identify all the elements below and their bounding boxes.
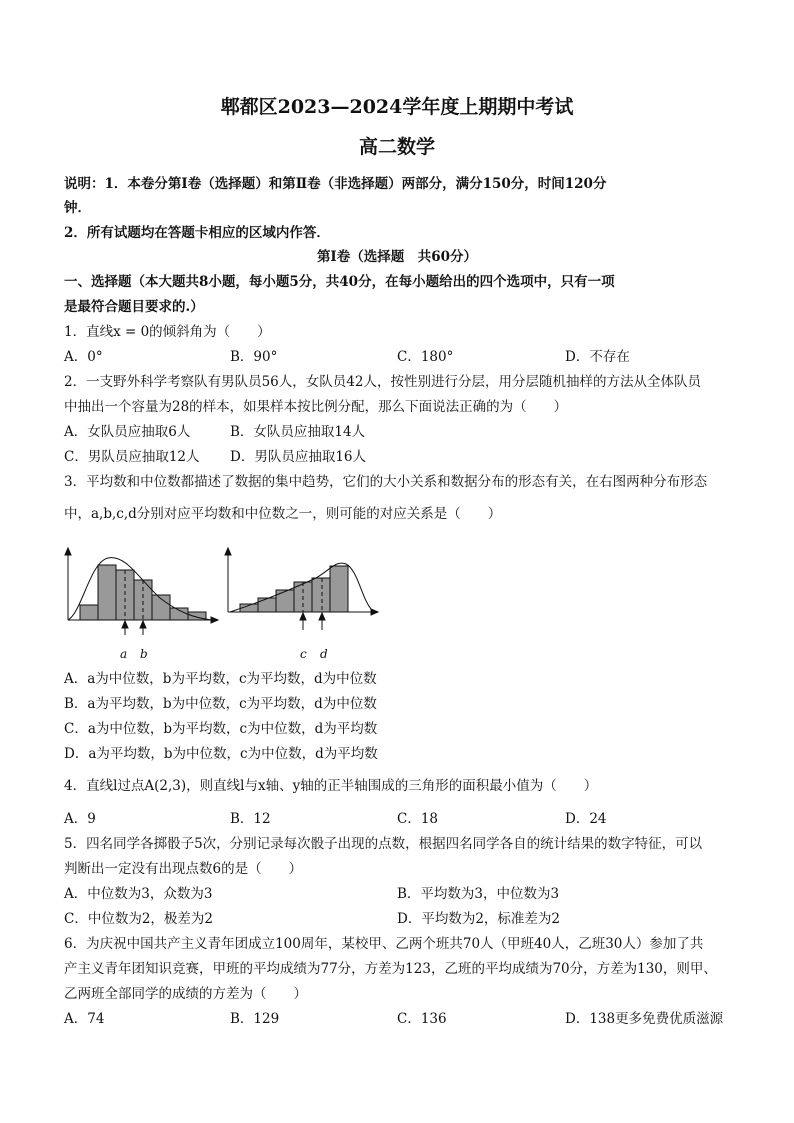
- q3-option-b: B．a为平均数，b为中位数，c为平均数，d为中位数: [64, 696, 377, 712]
- q4-option-c: C．18: [397, 811, 439, 827]
- q5-stem-2: 判断出一定没有出现点数6的是（ ）: [64, 861, 303, 877]
- q1-option-d: D．不存在: [565, 349, 630, 365]
- q1-option-b: B．90°: [230, 349, 278, 365]
- q5-stem-1: 5．四名同学各掷骰子5次，分别记录每次骰子出现的点数，根据四名同学各自的统计结果的数字特征，可以: [64, 836, 703, 852]
- q2-stem-2: 中抽出一个容量为28的样本，如果样本按比例分配，那么下面说法正确的为（ ）: [64, 399, 568, 415]
- label-b: b: [140, 647, 148, 661]
- note-line-2: 2．所有试题均在答题卡相应的区域内作答．: [64, 225, 330, 241]
- exam-title: 郫都区2023—2024学年度上期期中考试: [220, 96, 574, 118]
- label-a: a: [120, 647, 128, 661]
- part1-heading: 第Ⅰ卷（选择题 共60分）: [316, 249, 478, 265]
- q3-option-c: C．a为中位数，b为平均数，c为中位数，d为平均数: [64, 721, 378, 737]
- q5-option-a: A．中位数为3，众数为3: [64, 886, 213, 902]
- q6-stem-1: 6．为庆祝中国共产主义青年团成立100周年，某校甲、乙两个班共70人（甲班40人，乙班30人）参加了共: [64, 936, 704, 952]
- q5-option-c: C．中位数为2，极差为2: [64, 911, 214, 927]
- q4-option-d: D．24: [565, 811, 607, 827]
- q1-option-c: C．180°: [397, 349, 454, 365]
- left-histogram: [65, 548, 218, 635]
- section-intro-2: 是最符合题目要求的.）: [64, 299, 204, 315]
- q5-option-d: D．平均数为2，标准差为2: [397, 911, 561, 927]
- q6-option-b: B．129: [230, 1011, 280, 1027]
- right-histogram: [225, 548, 378, 630]
- label-c: c: [300, 647, 307, 661]
- q2-option-a: A．女队员应抽取6人: [64, 424, 191, 440]
- q3-distribution-figure: [60, 540, 380, 665]
- q1-option-a: A．0°: [64, 349, 103, 365]
- q1-stem: 1．直线x = 0的倾斜角为（ ）: [64, 324, 271, 340]
- q3-option-d: D．a为平均数，b为中位数，c为中位数，d为平均数: [64, 746, 378, 762]
- subject-title: 高二数学: [358, 136, 435, 158]
- q6-option-d: [565, 1010, 723, 1028]
- q4-stem: 4．直线l过点A(2,3)，则直线l与x轴、y轴的正半轴围成的三角形的面积最小值为（ ）: [64, 778, 598, 794]
- q2-stem-1: 2．一支野外科学考察队有男队员56人，女队员42人，按性别进行分层，用分层随机抽样的方法从全体队员: [64, 374, 701, 390]
- q5-option-b: B．平均数为3，中位数为3: [397, 886, 560, 902]
- label-d: d: [320, 647, 328, 661]
- q6-stem-3: 乙两班全部同学的成绩的方差为（ ）: [64, 986, 307, 1002]
- note-line-1: 说明：1．本卷分第Ⅰ卷（选择题）和第Ⅱ卷（非选择题）两部分，满分150分，时间120分: [64, 176, 607, 192]
- watermark-text[interactable]: 更多免费优质滋源: [615, 1011, 724, 1027]
- q6-option-d-text: D．138: [565, 1011, 616, 1027]
- q2-option-b: B．女队员应抽取14人: [230, 424, 366, 440]
- q6-stem-2: 产主义青年团知识竞赛，甲班的平均成绩为77分，方差为123，乙班的平均成绩为70分，方差为130，则甲、: [64, 961, 717, 977]
- q3-stem-1: 3．平均数和中位数都描述了数据的集中趋势，它们的大小关系和数据分布的形态有关，在右图两种分布形态: [64, 474, 708, 490]
- q2-option-d: D．男队员应抽取16人: [230, 449, 367, 465]
- q4-option-b: B．12: [230, 811, 271, 827]
- note-line-1b: 钟．: [64, 200, 91, 216]
- q2-option-c: C．男队员应抽取12人: [64, 449, 200, 465]
- section-intro-1: 一、选择题（本大题共8小题，每小题5分，共40分，在每小题给出的四个选项中，只有一项: [64, 274, 615, 290]
- q6-option-a: A．74: [64, 1011, 105, 1027]
- q3-option-a: A．a为中位数，b为平均数，c为平均数，d为中位数: [64, 671, 377, 687]
- q6-option-c: C．136: [397, 1011, 447, 1027]
- q4-option-a: A．9: [64, 811, 96, 827]
- q3-stem-2: 中，a,b,c,d分别对应平均数和中位数之一，则可能的对应关系是（ ）: [64, 506, 502, 522]
